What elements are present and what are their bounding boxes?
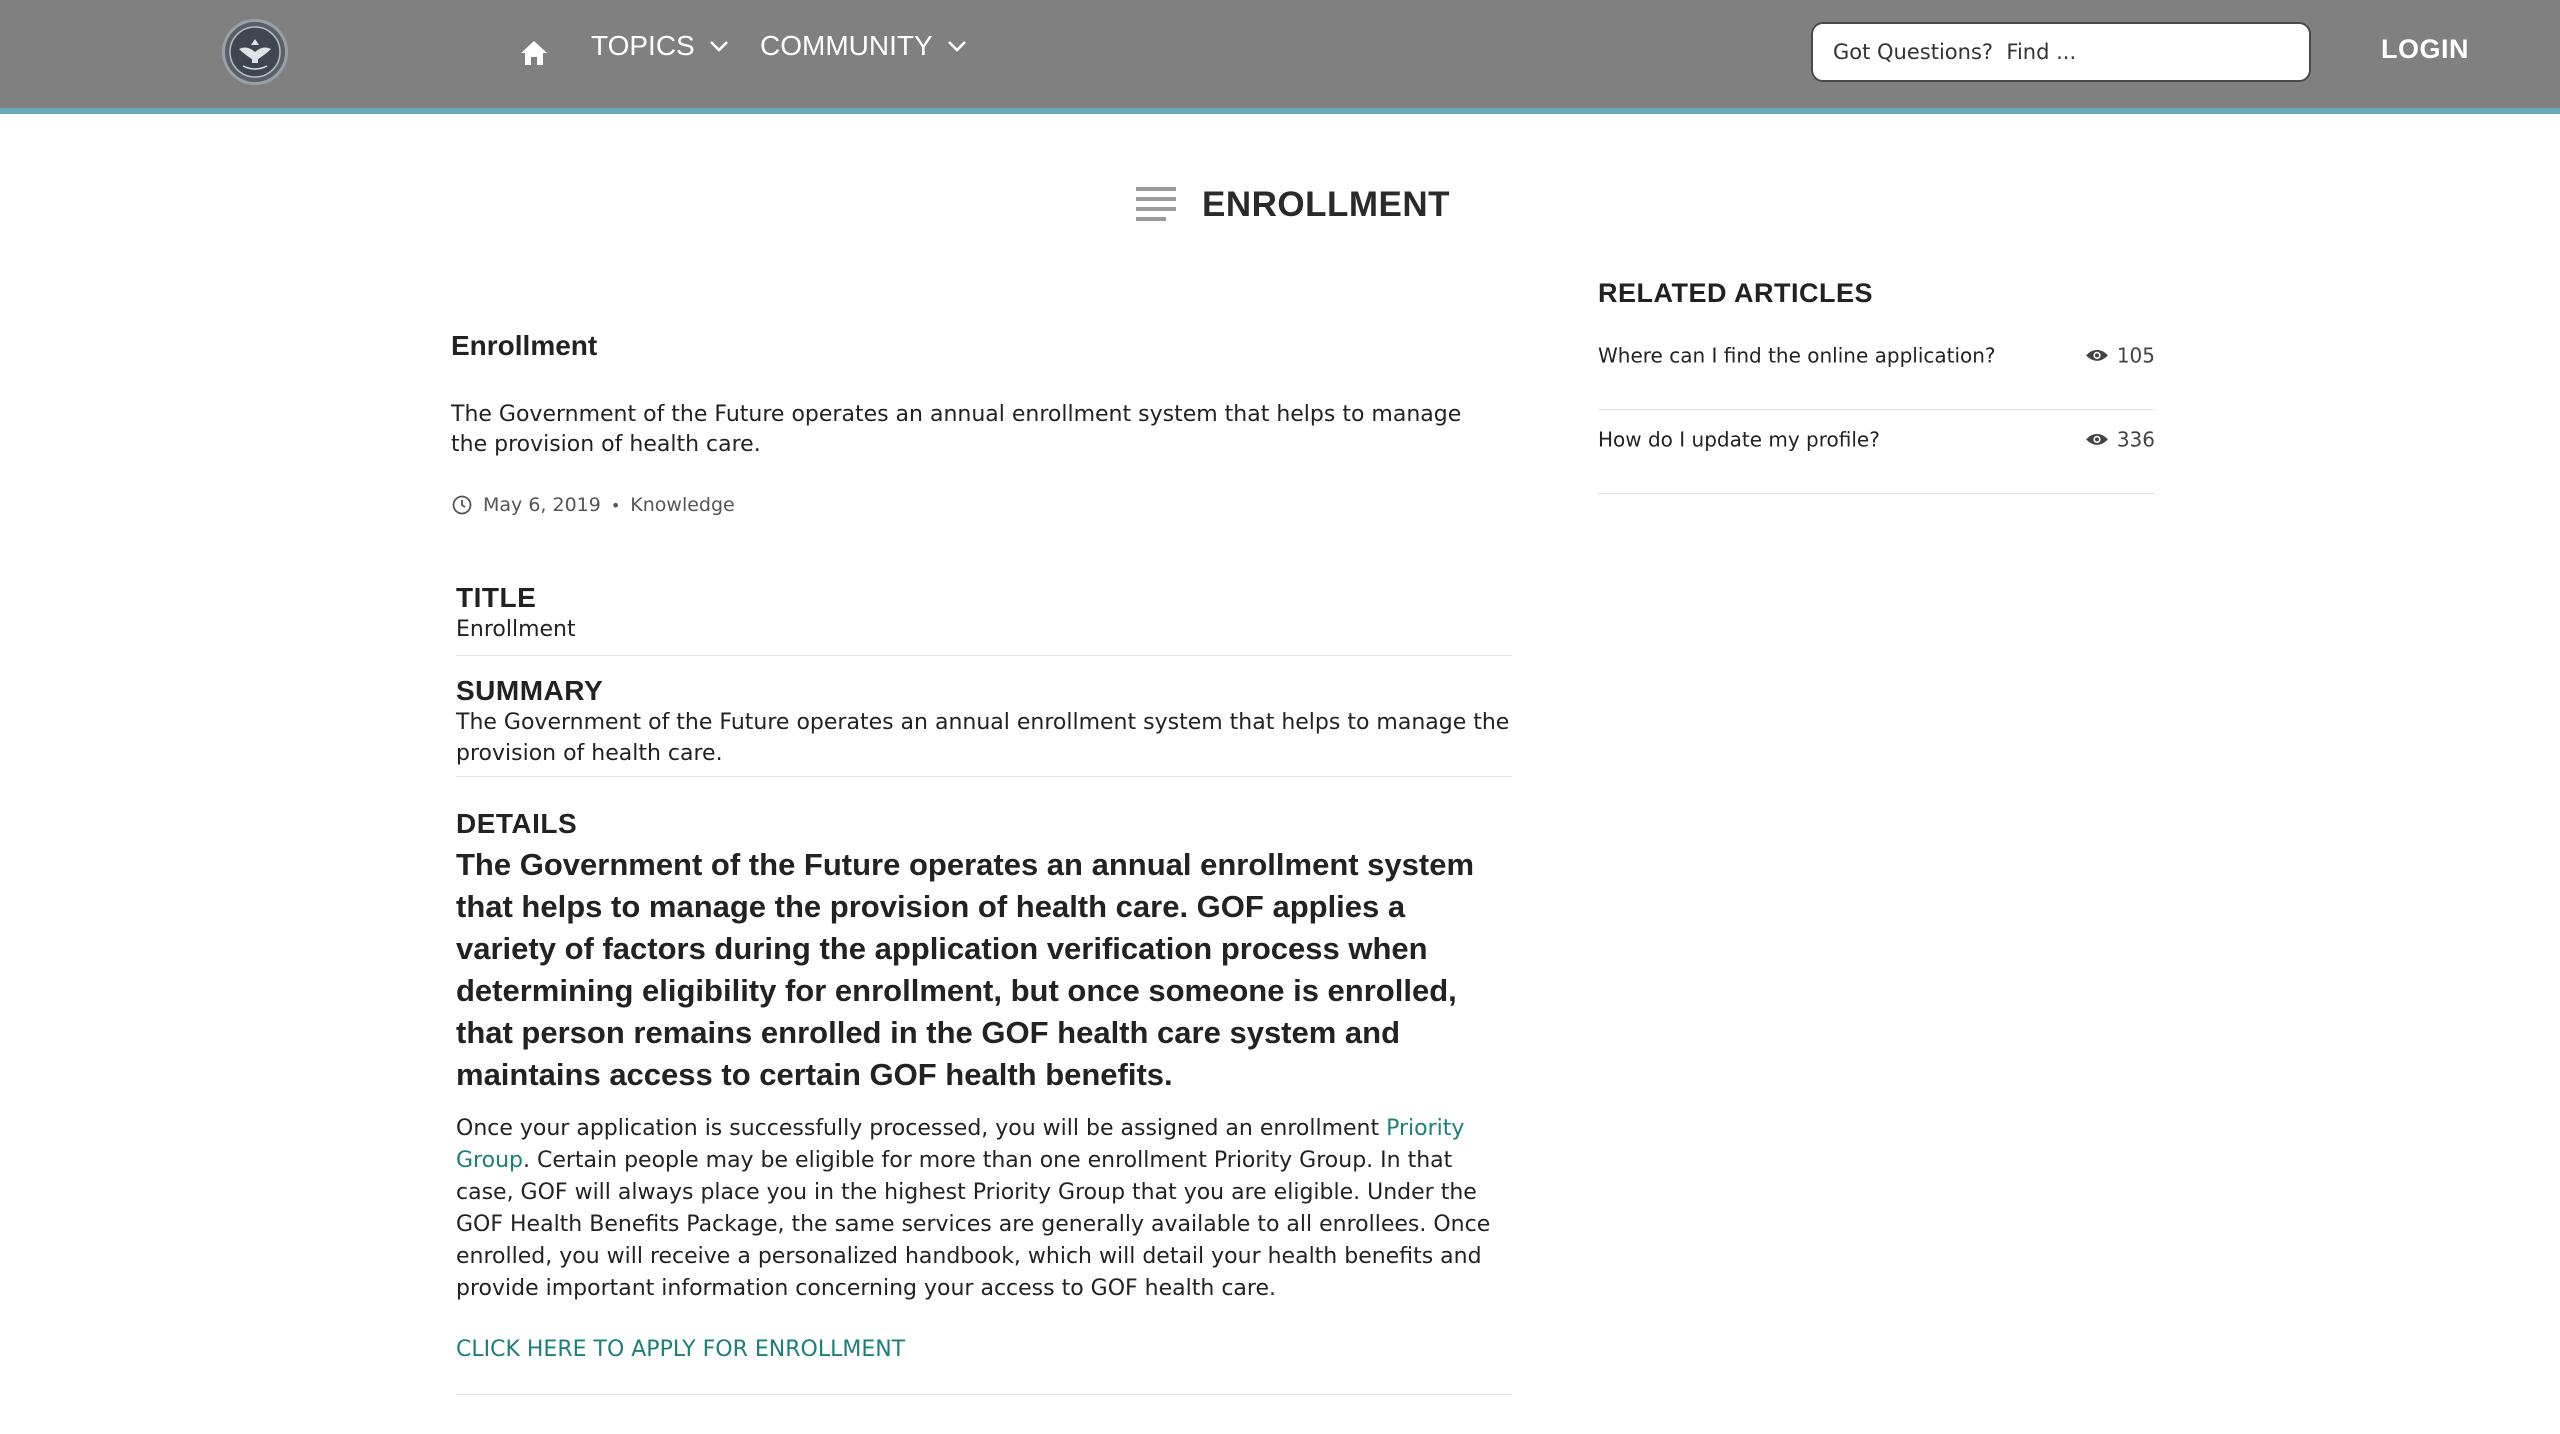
related-article-views: [2085, 428, 2155, 452]
apply-enrollment-link[interactable]: CLICK HERE TO APPLY FOR ENROLLMENT: [456, 1337, 906, 1362]
related-article-link[interactable]: How do I update my profile?: [1598, 427, 1880, 452]
login-button[interactable]: LOGIN: [2381, 34, 2469, 64]
article-summary: The Government of the Future operates an annual enrollment system that helps to manage the provision of health care.: [451, 402, 1462, 457]
article-heading: Enrollment: [451, 330, 598, 361]
view-count: 336: [2116, 427, 2155, 452]
page-title: ENROLLMENT: [1202, 185, 1451, 224]
page-title-bar: [1136, 184, 1450, 226]
seal-logo-graphic: [225, 22, 285, 82]
seal-logo-icon[interactable]: [222, 19, 288, 85]
nav-topics[interactable]: [591, 30, 729, 62]
details-body-text-before: Once your application is successfully processed, you will be assigned an enrollment: [456, 1116, 1387, 1141]
article-meta: [451, 494, 735, 516]
field-title: [456, 582, 1512, 656]
article-header: [451, 330, 1513, 516]
field-summary-label: SUMMARY: [456, 675, 604, 706]
priority-group-link[interactable]: Priority Group: [456, 1116, 1465, 1173]
top-nav-bar: [0, 0, 2560, 114]
related-articles-panel: [1598, 278, 2155, 494]
details-lead-paragraph: The Government of the Future operates an annual enrollment system that helps to manage the provision of health care. GOF applies a variety of factors during the application verification process when determining eligibility for enrollment, but once someone is enrolled, that person remains enrolled in the GOF health care system and maintains access to certain GOF health benefits.: [456, 847, 1475, 1092]
related-article-item[interactable]: [1598, 326, 2155, 410]
field-details: [456, 808, 1512, 1395]
chevron-down-icon: [709, 40, 729, 52]
document-lines-icon: [1136, 184, 1178, 226]
eye-icon: [2085, 432, 2109, 448]
article-date: May 6, 2019: [483, 494, 601, 516]
field-summary: [456, 675, 1512, 777]
field-title-label: TITLE: [456, 582, 537, 613]
eye-icon: [2085, 348, 2109, 364]
home-icon[interactable]: [519, 38, 549, 68]
related-articles-title: RELATED ARTICLES: [1598, 278, 1873, 308]
field-details-label: DETAILS: [456, 808, 578, 839]
related-article-views: [2085, 344, 2155, 368]
related-article-item[interactable]: [1598, 410, 2155, 494]
related-article-link[interactable]: Where can I find the online application?: [1598, 343, 1996, 368]
meta-separator: •: [610, 495, 621, 515]
search-input[interactable]: [1811, 22, 2311, 82]
clock-icon: [451, 494, 473, 516]
field-title-value: Enrollment: [456, 617, 576, 642]
chevron-down-icon: [947, 40, 967, 52]
article-type: Knowledge: [630, 494, 735, 516]
nav-community-label: COMMUNITY: [760, 30, 933, 61]
details-body-paragraph: [456, 1113, 1506, 1305]
nav-topics-label: TOPICS: [591, 30, 695, 61]
details-body-text-after: . Certain people may be eligible for more than one enrollment Priority Group. In that case, GOF will always place you in the highest Priority Group that you are eligible. Under the GOF Health Benefits Package, the same services are generally available to all enrollees. Once enrolled, you will receive a personalized handbook, which will detail your health benefits and provide important information concerning your access to GOF health care.: [456, 1148, 1491, 1301]
field-summary-value: The Government of the Future operates an annual enrollment system that helps to manage the provision of health care.: [456, 710, 1510, 766]
nav-community[interactable]: [760, 30, 967, 62]
view-count: 105: [2116, 343, 2155, 368]
